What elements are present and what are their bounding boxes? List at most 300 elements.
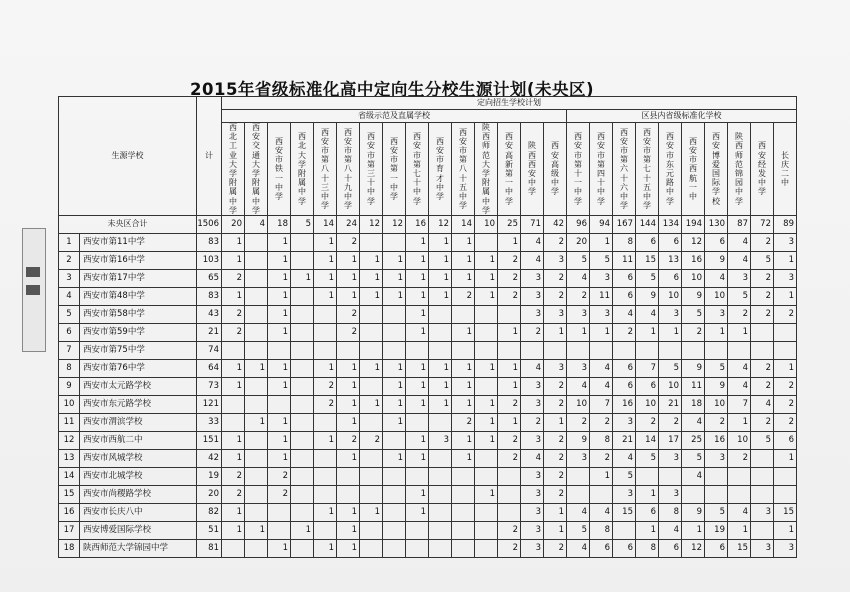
table-cell: 2 (521, 324, 544, 342)
table-cell: 1 (222, 360, 245, 378)
table-cell (383, 324, 406, 342)
table-cell: 2 (222, 270, 245, 288)
school-header-label: 西安市第八十三中学 (321, 127, 329, 211)
table-row (59, 486, 797, 504)
table-cell: 2 (498, 432, 521, 450)
table-cell: 3 (613, 414, 636, 432)
table-cell: 1 (498, 234, 521, 252)
table-cell: 3 (567, 360, 590, 378)
table-cell (291, 468, 314, 486)
row-school-name: 西安市东元路学校 (80, 396, 197, 414)
table-cell: 1 (452, 378, 475, 396)
table-cell (498, 468, 521, 486)
row-school-name: 西安市第59中学 (80, 324, 197, 342)
table-cell: 2 (544, 450, 567, 468)
table-cell: 1 (314, 432, 337, 450)
row-index: 8 (59, 360, 80, 378)
table-cell: 4 (613, 306, 636, 324)
table-cell: 3 (751, 540, 774, 558)
row-school-name: 西安市第75中学 (80, 342, 197, 360)
table-cell: 2 (222, 468, 245, 486)
school-header-label: 西安市铁一中学 (275, 136, 283, 201)
table-cell: 1 (429, 234, 452, 252)
table-cell: 2 (268, 468, 291, 486)
table-cell: 3 (705, 306, 728, 324)
table-cell: 5 (682, 450, 705, 468)
table-cell: 15 (613, 504, 636, 522)
table-cell: 1 (268, 234, 291, 252)
table-cell: 1 (360, 396, 383, 414)
table-cell (383, 432, 406, 450)
row-school-name: 西安市第76中学 (80, 360, 197, 378)
school-header (567, 123, 590, 216)
table-cell: 13 (659, 252, 682, 270)
row-index: 13 (59, 450, 80, 468)
row-total: 33 (197, 414, 222, 432)
table-cell: 1 (314, 504, 337, 522)
summary-cell: 20 (222, 216, 245, 234)
table-cell: 1 (291, 522, 314, 540)
table-cell: 1 (245, 360, 268, 378)
table-cell: 1 (314, 252, 337, 270)
row-total: 73 (197, 378, 222, 396)
table-cell (291, 324, 314, 342)
table-cell (705, 342, 728, 360)
table-cell (314, 522, 337, 540)
table-cell: 2 (521, 414, 544, 432)
row-school-name: 西安市渭滨学校 (80, 414, 197, 432)
table-cell: 2 (567, 414, 590, 432)
table-cell (245, 252, 268, 270)
table-cell: 1 (429, 378, 452, 396)
table-cell (245, 234, 268, 252)
table-cell: 1 (268, 378, 291, 396)
table-cell: 15 (774, 504, 797, 522)
table-cell: 2 (452, 288, 475, 306)
row-total: 64 (197, 360, 222, 378)
table-cell (383, 504, 406, 522)
table-cell: 20 (567, 234, 590, 252)
table-cell: 2 (337, 306, 360, 324)
table-cell (360, 306, 383, 324)
school-header-label: 西安市第十一中学 (574, 132, 582, 206)
table-cell: 9 (682, 360, 705, 378)
table-cell (291, 540, 314, 558)
table-cell (291, 396, 314, 414)
table-cell: 15 (728, 540, 751, 558)
table-cell (613, 342, 636, 360)
table-cell: 1 (337, 378, 360, 396)
table-cell: 4 (567, 504, 590, 522)
table-cell (291, 252, 314, 270)
table-cell: 1 (268, 450, 291, 468)
table-cell: 9 (567, 432, 590, 450)
table-cell: 9 (705, 252, 728, 270)
table-cell: 1 (659, 324, 682, 342)
table-cell (567, 468, 590, 486)
table-cell (475, 468, 498, 486)
table-cell: 1 (590, 324, 613, 342)
table-cell: 7 (636, 360, 659, 378)
table-cell (429, 504, 452, 522)
table-cell: 1 (452, 324, 475, 342)
table-cell: 2 (751, 414, 774, 432)
school-header-label: 西安高级中学 (551, 141, 559, 197)
table-cell: 1 (475, 486, 498, 504)
row-index: 5 (59, 306, 80, 324)
table-cell: 1 (314, 270, 337, 288)
row-school-name: 西安市第11中学 (80, 234, 197, 252)
row-school-name: 西安博爱国际学校 (80, 522, 197, 540)
table-cell (659, 342, 682, 360)
table-cell: 3 (567, 450, 590, 468)
school-header-label: 西安市第一中学 (390, 136, 398, 201)
school-header-label: 西安博爱国际学校 (712, 132, 720, 206)
table-cell: 1 (360, 504, 383, 522)
summary-cell: 130 (705, 216, 728, 234)
school-header-label: 西安市东元路中学 (666, 132, 674, 206)
table-cell: 1 (222, 522, 245, 540)
row-index: 15 (59, 486, 80, 504)
row-school-name: 西安市第16中学 (80, 252, 197, 270)
table-cell: 1 (452, 432, 475, 450)
summary-cell: 96 (567, 216, 590, 234)
table-cell: 2 (498, 396, 521, 414)
table-cell: 8 (590, 432, 613, 450)
table-cell: 1 (406, 288, 429, 306)
table-cell: 5 (659, 360, 682, 378)
row-index: 10 (59, 396, 80, 414)
row-index: 2 (59, 252, 80, 270)
table-cell: 6 (636, 378, 659, 396)
table-cell: 2 (544, 486, 567, 504)
table-cell: 4 (751, 396, 774, 414)
table-cell: 3 (590, 306, 613, 324)
table-cell (245, 270, 268, 288)
table-cell (567, 342, 590, 360)
school-header (636, 123, 659, 216)
table-cell (314, 324, 337, 342)
school-header (429, 123, 452, 216)
table-cell: 16 (705, 432, 728, 450)
table-cell (245, 324, 268, 342)
school-header-label: 西安市第八十九中学 (344, 127, 352, 211)
table-cell: 1 (498, 324, 521, 342)
table-cell: 6 (705, 234, 728, 252)
summary-cell: 144 (636, 216, 659, 234)
table-cell: 1 (544, 414, 567, 432)
table-cell: 1 (774, 522, 797, 540)
table-cell: 1 (498, 414, 521, 432)
table-cell: 3 (521, 396, 544, 414)
table-row (59, 288, 797, 306)
table-cell: 1 (406, 486, 429, 504)
table-cell: 1 (268, 306, 291, 324)
table-cell: 2 (544, 468, 567, 486)
table-cell: 5 (567, 522, 590, 540)
row-index: 4 (59, 288, 80, 306)
table-cell: 1 (337, 360, 360, 378)
row-total: 121 (197, 396, 222, 414)
table-cell: 2 (544, 234, 567, 252)
table-cell (728, 468, 751, 486)
table-cell: 2 (544, 378, 567, 396)
summary-cell: 4 (245, 216, 268, 234)
table-cell: 5 (636, 270, 659, 288)
table-cell: 2 (498, 522, 521, 540)
table-cell (383, 486, 406, 504)
table-cell: 1 (222, 234, 245, 252)
table-cell (452, 468, 475, 486)
table-cell (245, 396, 268, 414)
table-cell: 6 (613, 288, 636, 306)
school-header-label: 西安高新第一中学 (505, 132, 513, 206)
header-source-school: 生源学校 (59, 97, 197, 216)
table-cell (245, 342, 268, 360)
table-cell: 4 (728, 378, 751, 396)
table-cell (222, 414, 245, 432)
row-school-name: 西安市北城学校 (80, 468, 197, 486)
table-cell: 1 (314, 360, 337, 378)
table-cell: 2 (590, 414, 613, 432)
table-cell: 5 (590, 252, 613, 270)
row-school-name: 西安市太元路学校 (80, 378, 197, 396)
table-cell: 1 (383, 378, 406, 396)
row-total: 83 (197, 234, 222, 252)
table-cell: 2 (636, 414, 659, 432)
table-cell (291, 414, 314, 432)
table-cell: 1 (452, 396, 475, 414)
table-cell (222, 540, 245, 558)
table-cell: 2 (222, 486, 245, 504)
table-cell: 3 (590, 270, 613, 288)
table-cell: 2 (544, 540, 567, 558)
school-header-label: 西安市西航一中 (689, 136, 697, 201)
table-cell (222, 396, 245, 414)
table-cell: 10 (728, 432, 751, 450)
table-cell: 1 (429, 396, 452, 414)
table-cell (659, 468, 682, 486)
table-cell (521, 342, 544, 360)
table-cell: 3 (774, 540, 797, 558)
table-cell (429, 342, 452, 360)
document-title: 2015年省级标准化高中定向生分校生源计划(未央区) (190, 80, 595, 99)
table-cell: 1 (728, 522, 751, 540)
row-index: 1 (59, 234, 80, 252)
row-total: 82 (197, 504, 222, 522)
table-cell: 19 (705, 522, 728, 540)
table-cell: 7 (728, 396, 751, 414)
table-cell (452, 504, 475, 522)
table-cell: 4 (590, 378, 613, 396)
summary-cell: 42 (544, 216, 567, 234)
table-cell (429, 306, 452, 324)
table-cell: 4 (728, 234, 751, 252)
table-cell: 4 (728, 360, 751, 378)
table-cell: 1 (705, 324, 728, 342)
table-cell: 5 (705, 360, 728, 378)
row-total: 103 (197, 252, 222, 270)
table-cell: 1 (452, 270, 475, 288)
table-cell: 1 (222, 450, 245, 468)
table-cell (774, 342, 797, 360)
row-index: 17 (59, 522, 80, 540)
table-cell (567, 486, 590, 504)
table-cell: 2 (544, 288, 567, 306)
table-cell: 2 (682, 324, 705, 342)
table-cell (751, 468, 774, 486)
table-cell: 1 (245, 414, 268, 432)
table-cell (383, 522, 406, 540)
table-cell (475, 378, 498, 396)
row-school-name: 西安市第58中学 (80, 306, 197, 324)
table-cell (682, 486, 705, 504)
table-cell: 2 (222, 306, 245, 324)
table-cell: 1 (567, 324, 590, 342)
table-cell: 10 (682, 270, 705, 288)
table-cell: 1 (475, 414, 498, 432)
table-cell (291, 360, 314, 378)
table-cell (360, 486, 383, 504)
table-cell (268, 504, 291, 522)
header-group-district: 区县内省级标准化学校 (567, 110, 797, 123)
table-cell (245, 540, 268, 558)
table-cell: 3 (521, 504, 544, 522)
summary-cell: 24 (337, 216, 360, 234)
row-school-name: 西安市风城学校 (80, 450, 197, 468)
table-cell: 21 (659, 396, 682, 414)
table-cell (360, 378, 383, 396)
row-total: 83 (197, 288, 222, 306)
table-cell: 6 (613, 270, 636, 288)
table-cell: 14 (636, 432, 659, 450)
table-cell (383, 234, 406, 252)
table-cell: 1 (337, 252, 360, 270)
school-header-label: 西安交通大学附属中学 (252, 123, 260, 215)
table-cell (291, 306, 314, 324)
table-cell: 1 (337, 504, 360, 522)
table-cell: 6 (705, 540, 728, 558)
table-cell: 2 (751, 360, 774, 378)
table-cell (314, 450, 337, 468)
row-total: 19 (197, 468, 222, 486)
table-cell: 1 (383, 414, 406, 432)
table-cell: 1 (406, 450, 429, 468)
table-row (59, 522, 797, 540)
table-cell: 1 (268, 360, 291, 378)
row-index: 6 (59, 324, 80, 342)
table-cell (291, 288, 314, 306)
table-cell (498, 342, 521, 360)
school-header-label: 长庆二中 (781, 150, 789, 188)
table-cell (314, 342, 337, 360)
table-cell (751, 450, 774, 468)
table-cell: 1 (406, 396, 429, 414)
table-cell (383, 306, 406, 324)
summary-cell: 12 (360, 216, 383, 234)
table-cell (268, 522, 291, 540)
table-cell (429, 414, 452, 432)
table-cell: 5 (636, 450, 659, 468)
school-header-label: 西安市育才中学 (436, 136, 444, 201)
table-cell (291, 486, 314, 504)
table-cell: 1 (406, 234, 429, 252)
table-cell (751, 342, 774, 360)
row-total: 20 (197, 486, 222, 504)
table-cell: 1 (774, 450, 797, 468)
table-cell: 2 (774, 396, 797, 414)
table-cell (245, 306, 268, 324)
row-school-name: 陕西师范大学锦园中学 (80, 540, 197, 558)
table-cell: 1 (429, 288, 452, 306)
table-cell: 12 (682, 234, 705, 252)
table-cell: 1 (360, 252, 383, 270)
summary-cell: 94 (590, 216, 613, 234)
table-cell: 3 (521, 468, 544, 486)
table-cell: 2 (544, 396, 567, 414)
table-cell (544, 342, 567, 360)
table-cell: 10 (659, 288, 682, 306)
table-cell (475, 450, 498, 468)
table-cell (360, 414, 383, 432)
table-cell (429, 324, 452, 342)
table-cell: 8 (636, 540, 659, 558)
table-cell: 5 (567, 252, 590, 270)
table-cell: 3 (521, 288, 544, 306)
table-row (59, 324, 797, 342)
table-cell: 3 (705, 450, 728, 468)
table-cell: 6 (613, 378, 636, 396)
school-header (245, 123, 268, 216)
table-cell: 1 (636, 486, 659, 504)
table-cell (291, 450, 314, 468)
school-header (498, 123, 521, 216)
summary-cell: 16 (406, 216, 429, 234)
table-cell: 3 (728, 270, 751, 288)
table-cell: 1 (429, 252, 452, 270)
table-cell: 2 (337, 324, 360, 342)
table-cell: 16 (682, 252, 705, 270)
table-cell: 6 (590, 540, 613, 558)
table-cell (452, 540, 475, 558)
table-cell (682, 342, 705, 360)
table-cell: 1 (728, 324, 751, 342)
table-cell: 4 (521, 360, 544, 378)
summary-label: 未央区合计 (59, 216, 197, 234)
table-cell: 1 (590, 468, 613, 486)
table-cell (337, 486, 360, 504)
table-cell (475, 234, 498, 252)
table-cell: 1 (383, 288, 406, 306)
table-cell: 2 (774, 378, 797, 396)
summary-cell: 12 (383, 216, 406, 234)
school-header (521, 123, 544, 216)
school-header (383, 123, 406, 216)
table-cell: 1 (452, 450, 475, 468)
table-cell: 1 (406, 252, 429, 270)
table-cell: 2 (498, 540, 521, 558)
table-cell (590, 342, 613, 360)
table-cell: 10 (705, 396, 728, 414)
table-cell: 1 (636, 522, 659, 540)
school-header (590, 123, 613, 216)
school-header (291, 123, 314, 216)
row-school-name: 西安市长庆八中 (80, 504, 197, 522)
table-cell (222, 342, 245, 360)
table-cell (406, 468, 429, 486)
table-cell: 15 (636, 252, 659, 270)
table-cell (751, 324, 774, 342)
